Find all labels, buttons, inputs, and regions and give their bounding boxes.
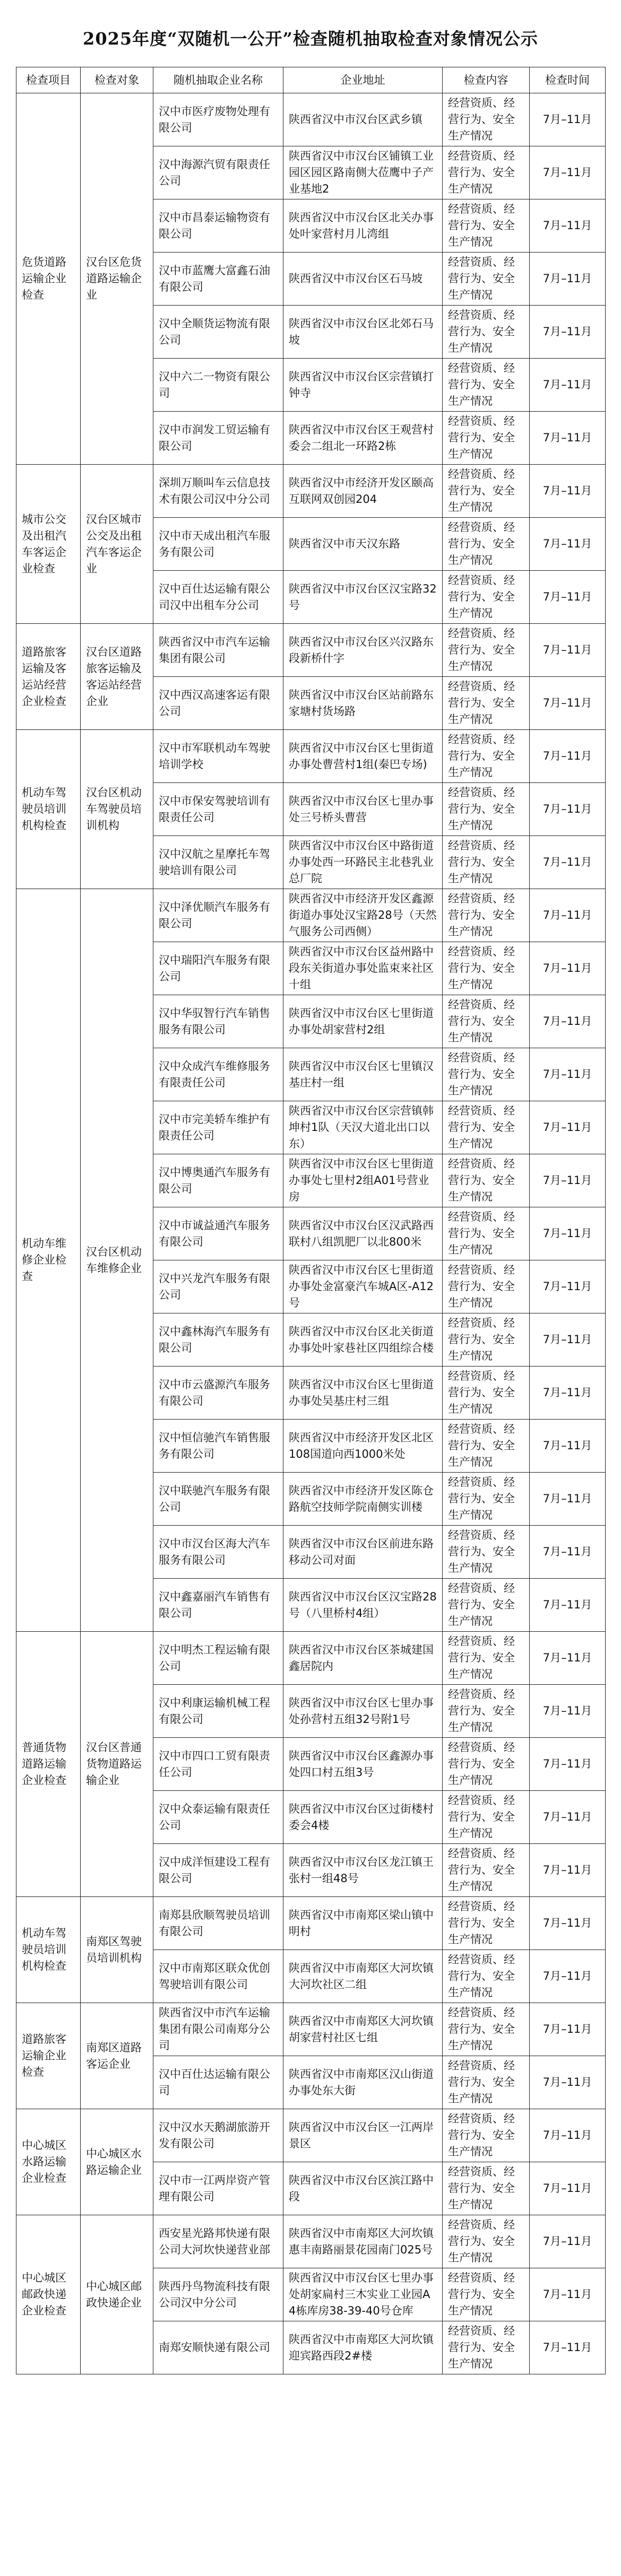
table-row xyxy=(16,624,606,677)
cell-company-address: 陕西省汉中市南郑区大河坎镇胡家营村社区七组 xyxy=(283,2003,443,2056)
cell-company-address: 陕西省汉中市汉台区宗营镇打钟寺 xyxy=(283,359,443,412)
cell-time: 7月–11月 xyxy=(530,146,606,199)
cell-company-name: 汉中瑞阳汽车服务有限公司 xyxy=(153,942,283,995)
cell-content: 经营资质、经营行为、安全生产情况 xyxy=(443,93,530,146)
cell-time: 7月–11月 xyxy=(530,2109,606,2162)
cell-company-name: 汉中博奥通汽车服务有限公司 xyxy=(153,1154,283,1207)
table-row xyxy=(16,730,606,783)
cell-company-name: 汉中明杰工程运输有限公司 xyxy=(153,1632,283,1685)
cell-time: 7月–11月 xyxy=(530,1738,606,1791)
cell-company-address: 陕西省汉中市汉台区汉宝路28号（八里桥村4组） xyxy=(283,1579,443,1632)
cell-company-address: 陕西省汉中市汉台区七里街道办事处胡家营村2组 xyxy=(283,995,443,1048)
cell-company-address: 陕西省汉中市经济开发区颐高互联网双创园204 xyxy=(283,465,443,518)
table-row xyxy=(16,1897,606,1950)
cell-content: 经营资质、经营行为、安全生产情况 xyxy=(443,1473,530,1526)
cell-object: 中心城区水路运输企业 xyxy=(81,2109,153,2215)
cell-company-name: 汉中市天成出租汽车服务有限公司 xyxy=(153,518,283,571)
cell-time: 7月–11月 xyxy=(530,1048,606,1101)
table-row xyxy=(16,889,606,942)
cell-company-address: 陕西省汉中市汉台区汉宝路32号 xyxy=(283,571,443,624)
table-row xyxy=(16,2003,606,2056)
cell-content: 经营资质、经营行为、安全生产情况 xyxy=(443,730,530,783)
cell-object: 中心城区邮政快递企业 xyxy=(81,2215,153,2374)
cell-content: 经营资质、经营行为、安全生产情况 xyxy=(443,677,530,730)
cell-company-address: 陕西省汉中市南郑区大河坎镇惠丰南路丽景花园南门025号 xyxy=(283,2215,443,2268)
cell-company-address: 陕西省汉中市汉台区七里办事处胡家扁村三木实业工业园A4栋库房38-39-40号仓库 xyxy=(283,2268,443,2321)
cell-company-address: 陕西省汉中市汉台区益州路中段东关街道办事处监束来社区十组 xyxy=(283,942,443,995)
cell-content: 经营资质、经营行为、安全生产情况 xyxy=(443,1048,530,1101)
cell-company-name: 南郑县欣顺驾驶员培训有限公司 xyxy=(153,1897,283,1950)
header-project: 检查项目 xyxy=(16,67,81,93)
cell-object: 汉台区普通货物道路运输企业 xyxy=(81,1632,153,1897)
cell-company-address: 陕西省汉中市汉台区七里街道办事处七里村2组A01号营业房 xyxy=(283,1154,443,1207)
cell-company-name: 汉中市四口工贸有限责任公司 xyxy=(153,1738,283,1791)
cell-company-name: 深圳万顺叫车云信息技术有限公司汉中分公司 xyxy=(153,465,283,518)
cell-company-address: 陕西省汉中市南郑区大河坎镇迎宾路西段2#楼 xyxy=(283,2321,443,2374)
cell-object: 汉台区城市公交及出租汽车客运企业 xyxy=(81,465,153,624)
cell-company-address: 陕西省汉中市汉台区中路街道办事处西一环路民主北巷乳业总厂院 xyxy=(283,836,443,889)
cell-content: 经营资质、经营行为、安全生产情况 xyxy=(443,306,530,359)
cell-time: 7月–11月 xyxy=(530,836,606,889)
cell-company-address: 陕西省汉中市汉台区北关街道办事处叶家巷社区四组综合楼 xyxy=(283,1313,443,1367)
cell-content: 经营资质、经营行为、安全生产情况 xyxy=(443,1685,530,1738)
cell-content: 经营资质、经营行为、安全生产情况 xyxy=(443,465,530,518)
cell-project: 中心城区邮政快递企业检查 xyxy=(16,2215,81,2374)
cell-time: 7月–11月 xyxy=(530,1844,606,1897)
cell-content: 经营资质、经营行为、安全生产情况 xyxy=(443,1579,530,1632)
cell-time: 7月–11月 xyxy=(530,253,606,306)
cell-project: 机动车维修企业检查 xyxy=(16,889,81,1632)
cell-content: 经营资质、经营行为、安全生产情况 xyxy=(443,1101,530,1154)
cell-project: 普通货物道路运输企业检查 xyxy=(16,1632,81,1897)
table-row xyxy=(16,2215,606,2268)
cell-company-address: 陕西省汉中市汉台区石马坡 xyxy=(283,253,443,306)
cell-content: 经营资质、经营行为、安全生产情况 xyxy=(443,624,530,677)
cell-company-name: 西安星光路邦快递有限公司大河坎快递营业部 xyxy=(153,2215,283,2268)
cell-time: 7月–11月 xyxy=(530,2003,606,2056)
inspection-table xyxy=(16,67,606,2374)
cell-company-name: 汉中汉航之星摩托车驾驶培训有限公司 xyxy=(153,836,283,889)
cell-time: 7月–11月 xyxy=(530,1101,606,1154)
cell-company-name: 汉中市诚益通汽车服务有限公司 xyxy=(153,1207,283,1260)
cell-company-address: 陕西省汉中市汉台区滨江路中段 xyxy=(283,2162,443,2215)
cell-company-address: 陕西省汉中市汉台区鑫源办事处四口村五组3号 xyxy=(283,1738,443,1791)
cell-company-name: 汉中市保安驾驶培训有限责任公司 xyxy=(153,783,283,836)
cell-company-address: 陕西省汉中市南郑区大河坎镇大河坎社区二组 xyxy=(283,1950,443,2003)
cell-project: 道路旅客运输企业检查 xyxy=(16,2003,81,2109)
cell-time: 7月–11月 xyxy=(530,1950,606,2003)
cell-content: 经营资质、经营行为、安全生产情况 xyxy=(443,1207,530,1260)
cell-content: 经营资质、经营行为、安全生产情况 xyxy=(443,2321,530,2374)
cell-company-name: 陕西省汉中市汽车运输集团有限公司南郑分公司 xyxy=(153,2003,283,2056)
cell-company-name: 汉中市南郑区联众优创驾驶培训有限公司 xyxy=(153,1950,283,2003)
cell-content: 经营资质、经营行为、安全生产情况 xyxy=(443,1420,530,1473)
cell-company-name: 汉中鑫嘉丽汽车销售有限公司 xyxy=(153,1579,283,1632)
cell-content: 经营资质、经营行为、安全生产情况 xyxy=(443,199,530,253)
cell-company-name: 汉中众成汽车维修服务有限责任公司 xyxy=(153,1048,283,1101)
cell-time: 7月–11月 xyxy=(530,624,606,677)
cell-content: 经营资质、经营行为、安全生产情况 xyxy=(443,571,530,624)
cell-company-name: 陕西省汉中市汽车运输集团有限公司 xyxy=(153,624,283,677)
cell-content: 经营资质、经营行为、安全生产情况 xyxy=(443,995,530,1048)
cell-time: 7月–11月 xyxy=(530,1260,606,1313)
cell-company-address: 陕西省汉中市汉台区前进东路移动公司对面 xyxy=(283,1526,443,1579)
cell-company-address: 陕西省汉中市经济开发区陈仓路航空技师学院南侧实训楼 xyxy=(283,1473,443,1526)
cell-company-address: 陕西省汉中市汉台区七里街道办事处曹营村1组(秦巴专场) xyxy=(283,730,443,783)
cell-company-name: 汉中全顺货运物流有限公司 xyxy=(153,306,283,359)
cell-content: 经营资质、经营行为、安全生产情况 xyxy=(443,518,530,571)
cell-time: 7月–11月 xyxy=(530,465,606,518)
cell-company-name: 汉中百仕达运输有限公司汉中出租车分公司 xyxy=(153,571,283,624)
cell-company-address: 陕西省汉中市汉台区七里街道办事处金富豪汽车城A区-A12号 xyxy=(283,1260,443,1313)
cell-time: 7月–11月 xyxy=(530,412,606,465)
cell-company-address: 陕西省汉中市汉台区七里办事处三号桥头曹营 xyxy=(283,783,443,836)
cell-time: 7月–11月 xyxy=(530,2321,606,2374)
cell-company-name: 汉中六二一物资有限公司 xyxy=(153,359,283,412)
table-row xyxy=(16,93,606,146)
cell-company-address: 陕西省汉中市南郑区汉山街道办事处东大街 xyxy=(283,2056,443,2109)
cell-time: 7月–11月 xyxy=(530,2056,606,2109)
cell-project: 机动车驾驶员培训机构检查 xyxy=(16,1897,81,2003)
header-company-address: 企业地址 xyxy=(283,67,443,93)
cell-time: 7月–11月 xyxy=(530,2215,606,2268)
cell-company-name: 汉中市润发工贸运输有限公司 xyxy=(153,412,283,465)
cell-content: 经营资质、经营行为、安全生产情况 xyxy=(443,1950,530,2003)
cell-object: 南郑区驾驶员培训机构 xyxy=(81,1897,153,2003)
cell-company-address: 陕西省汉中市天汉东路 xyxy=(283,518,443,571)
cell-company-address: 陕西省汉中市汉台区七里街道办事处吴基庄村三组 xyxy=(283,1367,443,1420)
page-title: 2025年度“双随机一公开”检查随机抽取检查对象情况公示 xyxy=(83,29,538,49)
cell-content: 经营资质、经营行为、安全生产情况 xyxy=(443,2215,530,2268)
cell-time: 7月–11月 xyxy=(530,1791,606,1844)
cell-time: 7月–11月 xyxy=(530,306,606,359)
cell-object: 汉台区危货道路运输企业 xyxy=(81,93,153,465)
cell-company-name: 汉中市一江两岸资产管理有限公司 xyxy=(153,2162,283,2215)
cell-time: 7月–11月 xyxy=(530,1313,606,1367)
cell-company-name: 汉中市汉台区海大汽车服务有限公司 xyxy=(153,1526,283,1579)
cell-content: 经营资质、经营行为、安全生产情况 xyxy=(443,1313,530,1367)
cell-company-address: 陕西省汉中市汉台区北关办事处叶家营村月儿湾组 xyxy=(283,199,443,253)
cell-content: 经营资质、经营行为、安全生产情况 xyxy=(443,1367,530,1420)
cell-company-address: 陕西省汉中市汉台区汉武路西联村八组凯肥厂以北800米 xyxy=(283,1207,443,1260)
cell-time: 7月–11月 xyxy=(530,1685,606,1738)
cell-content: 经营资质、经营行为、安全生产情况 xyxy=(443,2162,530,2215)
cell-content: 经营资质、经营行为、安全生产情况 xyxy=(443,1260,530,1313)
cell-content: 经营资质、经营行为、安全生产情况 xyxy=(443,2003,530,2056)
header-object: 检查对象 xyxy=(81,67,153,93)
cell-company-name: 汉中泽优顺汽车服务有限公司 xyxy=(153,889,283,942)
cell-company-address: 陕西省汉中市汉台区过街楼村委会4楼 xyxy=(283,1791,443,1844)
cell-company-name: 汉中众泰运输有限责任公司 xyxy=(153,1791,283,1844)
cell-time: 7月–11月 xyxy=(530,677,606,730)
cell-object: 南郑区道路客运企业 xyxy=(81,2003,153,2109)
cell-company-name: 汉中市蓝鹰大富鑫石油有限公司 xyxy=(153,253,283,306)
cell-company-address: 陕西省汉中市南郑区梁山镇中明村 xyxy=(283,1897,443,1950)
cell-company-name: 汉中市军联机动车驾驶培训学校 xyxy=(153,730,283,783)
cell-content: 经营资质、经营行为、安全生产情况 xyxy=(443,1632,530,1685)
inspection-table-wrapper xyxy=(16,67,606,2374)
table-row xyxy=(16,2109,606,2162)
cell-content: 经营资质、经营行为、安全生产情况 xyxy=(443,1897,530,1950)
table-row xyxy=(16,465,606,518)
cell-project: 中心城区水路运输企业检查 xyxy=(16,2109,81,2215)
cell-time: 7月–11月 xyxy=(530,1526,606,1579)
cell-company-address: 陕西省汉中市汉台区北郊石马坡 xyxy=(283,306,443,359)
cell-company-address: 陕西省汉中市汉台区龙江镇王张村一组48号 xyxy=(283,1844,443,1897)
cell-time: 7月–11月 xyxy=(530,1420,606,1473)
cell-time: 7月–11月 xyxy=(530,518,606,571)
cell-company-name: 汉中百仕达运输有限公司 xyxy=(153,2056,283,2109)
cell-project: 机动车驾驶员培训机构检查 xyxy=(16,730,81,889)
table-body xyxy=(16,93,606,2374)
cell-company-name: 南郑安顺快递有限公司 xyxy=(153,2321,283,2374)
cell-company-name: 汉中市昌泰运输物资有限公司 xyxy=(153,199,283,253)
cell-company-name: 汉中兴龙汽车服务有限公司 xyxy=(153,1260,283,1313)
cell-object: 汉台区机动车维修企业 xyxy=(81,889,153,1632)
cell-content: 经营资质、经营行为、安全生产情况 xyxy=(443,146,530,199)
cell-company-address: 陕西省汉中市经济开发区北区108国道向西1000米处 xyxy=(283,1420,443,1473)
cell-content: 经营资质、经营行为、安全生产情况 xyxy=(443,1738,530,1791)
cell-company-name: 汉中市云盛源汽车服务有限公司 xyxy=(153,1367,283,1420)
cell-content: 经营资质、经营行为、安全生产情况 xyxy=(443,2109,530,2162)
cell-content: 经营资质、经营行为、安全生产情况 xyxy=(443,359,530,412)
header-time: 检查时间 xyxy=(530,67,606,93)
cell-time: 7月–11月 xyxy=(530,571,606,624)
cell-company-name: 汉中联驰汽车服务有限公司 xyxy=(153,1473,283,1526)
cell-content: 经营资质、经营行为、安全生产情况 xyxy=(443,412,530,465)
cell-project: 城市公交及出租汽车客运企业检查 xyxy=(16,465,81,624)
cell-time: 7月–11月 xyxy=(530,199,606,253)
cell-company-address: 陕西省汉中市汉台区铺镇工业园区园区路南侧大莅鹰中子产业基地2 xyxy=(283,146,443,199)
cell-company-address: 陕西省汉中市汉台区茶城建国鑫居院内 xyxy=(283,1632,443,1685)
cell-company-name: 汉中恒信驰汽车销售服务有限公司 xyxy=(153,1420,283,1473)
cell-time: 7月–11月 xyxy=(530,93,606,146)
cell-company-address: 陕西省汉中市汉台区站前路东家塘村货场路 xyxy=(283,677,443,730)
cell-time: 7月–11月 xyxy=(530,1579,606,1632)
cell-time: 7月–11月 xyxy=(530,359,606,412)
cell-company-name: 汉中海源汽贸有限责任公司 xyxy=(153,146,283,199)
cell-time: 7月–11月 xyxy=(530,889,606,942)
cell-content: 经营资质、经营行为、安全生产情况 xyxy=(443,1844,530,1897)
cell-time: 7月–11月 xyxy=(530,995,606,1048)
cell-content: 经营资质、经营行为、安全生产情况 xyxy=(443,1154,530,1207)
cell-company-name: 陕西丹鸟物流科技有限公司汉中分公司 xyxy=(153,2268,283,2321)
cell-object: 汉台区道路旅客运输及客运站经营企业 xyxy=(81,624,153,730)
cell-content: 经营资质、经营行为、安全生产情况 xyxy=(443,2056,530,2109)
cell-content: 经营资质、经营行为、安全生产情况 xyxy=(443,889,530,942)
cell-company-address: 陕西省汉中市汉台区一江两岸景区 xyxy=(283,2109,443,2162)
cell-content: 经营资质、经营行为、安全生产情况 xyxy=(443,253,530,306)
cell-time: 7月–11月 xyxy=(530,1154,606,1207)
cell-time: 7月–11月 xyxy=(530,730,606,783)
header-company-name: 随机抽取企业名称 xyxy=(153,67,283,93)
cell-project: 道路旅客运输及客运站经营企业检查 xyxy=(16,624,81,730)
cell-project: 危货道路运输企业检查 xyxy=(16,93,81,465)
cell-company-name: 汉中西汉高速客运有限公司 xyxy=(153,677,283,730)
cell-content: 经营资质、经营行为、安全生产情况 xyxy=(443,1526,530,1579)
cell-time: 7月–11月 xyxy=(530,942,606,995)
cell-company-name: 汉中市完美轿车维护有限责任公司 xyxy=(153,1101,283,1154)
cell-company-address: 陕西省汉中市经济开发区鑫源街道办事处汉宝路28号（天然气服务公司西侧） xyxy=(283,889,443,942)
cell-company-address: 陕西省汉中市汉台区王观营村委会二组北一环路2栋 xyxy=(283,412,443,465)
table-row xyxy=(16,1632,606,1685)
cell-company-address: 陕西省汉中市汉台区兴汉路东段新桥什字 xyxy=(283,624,443,677)
cell-company-name: 汉中汉水天鹅湖旅游开发有限公司 xyxy=(153,2109,283,2162)
cell-time: 7月–11月 xyxy=(530,1632,606,1685)
header-row xyxy=(16,67,606,93)
cell-content: 经营资质、经营行为、安全生产情况 xyxy=(443,783,530,836)
cell-object: 汉台区机动车驾驶员培训机构 xyxy=(81,730,153,889)
cell-content: 经营资质、经营行为、安全生产情况 xyxy=(443,2268,530,2321)
cell-company-name: 汉中华驭智行汽车销售服务有限公司 xyxy=(153,995,283,1048)
cell-time: 7月–11月 xyxy=(530,2162,606,2215)
cell-company-name: 汉中利康运输机械工程有限公司 xyxy=(153,1685,283,1738)
cell-company-address: 陕西省汉中市汉台区七里办事处孙营村五组32号附1号 xyxy=(283,1685,443,1738)
cell-company-address: 陕西省汉中市汉台区武乡镇 xyxy=(283,93,443,146)
header-content: 检查内容 xyxy=(443,67,530,93)
cell-time: 7月–11月 xyxy=(530,2268,606,2321)
cell-content: 经营资质、经营行为、安全生产情况 xyxy=(443,836,530,889)
cell-content: 经营资质、经营行为、安全生产情况 xyxy=(443,942,530,995)
cell-time: 7月–11月 xyxy=(530,1897,606,1950)
cell-company-address: 陕西省汉中市汉台区宗营镇韩坤村1队（天汉大道北出口以东） xyxy=(283,1101,443,1154)
cell-time: 7月–11月 xyxy=(530,1367,606,1420)
cell-company-address: 陕西省汉中市汉台区七里镇汉基庄村一组 xyxy=(283,1048,443,1101)
cell-company-name: 汉中成洋恒建设工程有限公司 xyxy=(153,1844,283,1897)
cell-content: 经营资质、经营行为、安全生产情况 xyxy=(443,1791,530,1844)
cell-company-name: 汉中鑫林海汽车服务有限公司 xyxy=(153,1313,283,1367)
cell-time: 7月–11月 xyxy=(530,783,606,836)
cell-company-name: 汉中市医疗废物处理有限公司 xyxy=(153,93,283,146)
cell-time: 7月–11月 xyxy=(530,1207,606,1260)
cell-time: 7月–11月 xyxy=(530,1473,606,1526)
